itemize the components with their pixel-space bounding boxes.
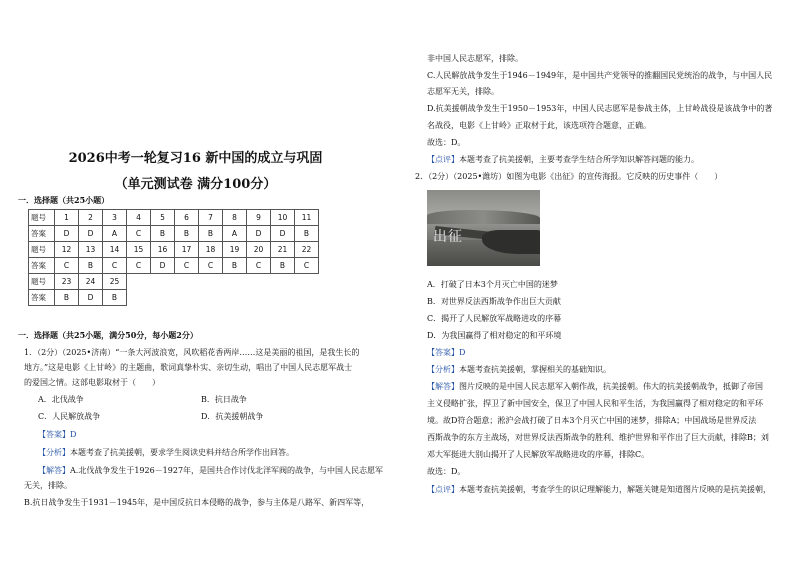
q1-option-c: C．人民解放战争 [38, 412, 101, 421]
answer-table-cell: C [199, 258, 223, 274]
q1-option-a: A．北伐战争 [38, 395, 84, 404]
q2-option-d: D．为我国赢得了相对稳定的和平环境 [427, 331, 562, 340]
answer-table-cell: B [79, 258, 103, 274]
answer-table-cell: 20 [247, 242, 271, 258]
q2-option-a: A．打破了日本3个月灭亡中国的迷梦 [427, 280, 558, 289]
analysis-tag: 【分析】 [427, 365, 459, 374]
q1-cont-line: C.人民解放战争发生于1946－1949年，是中国共产党领导的推翻国民党统治的战争，与中国人民 [427, 71, 773, 80]
answer-table-cell: 12 [55, 242, 79, 258]
answer-table-empty-cell [295, 274, 319, 290]
answer-table-cell: 11 [295, 210, 319, 226]
answer-table-cell: D [79, 226, 103, 242]
answer-table-cell: B [151, 226, 175, 242]
answer-table-empty-cell [199, 290, 223, 306]
q1-jieda-line: 无关，排除。 [24, 481, 72, 490]
page-title: 2026中考一轮复习16 新中国的成立与巩固 [68, 151, 323, 166]
answer-table-header-cell: 题号 [29, 242, 55, 258]
answer-table-empty-cell [247, 290, 271, 306]
answer-table-cell: 15 [127, 242, 151, 258]
poster-caption: 出征 [433, 229, 463, 245]
answer-table-cell: A [223, 226, 247, 242]
answer-table-cell: D [271, 226, 295, 242]
answer-table-cell: C [55, 258, 79, 274]
q2-analysis [427, 365, 611, 375]
q1-option-d: D．抗美援朝战争 [201, 412, 264, 421]
answer-table-empty-cell [223, 290, 247, 306]
q2-comment [427, 485, 771, 495]
answer-table-empty-cell [199, 274, 223, 290]
q2-option-c: C．揭开了人民解放军战略进攻的序幕 [427, 314, 562, 323]
answer-table-cell: 21 [271, 242, 295, 258]
answer-table-cell: 1 [55, 210, 79, 226]
answer-table-cell: 5 [151, 210, 175, 226]
answer-table-cell: C [103, 258, 127, 274]
answer-table-cell: D [151, 258, 175, 274]
q1-cont-line: 非中国人民志愿军，排除。 [427, 54, 523, 63]
answer-table-cell: A [103, 226, 127, 242]
q2-jieda-line: 邓大军挺进大别山揭开了人民解放军战略进攻的序幕，排除C。 [427, 450, 650, 459]
q1-cont-line: D.抗美援朝战争发生于1950－1953年，中国人民志愿军是参战主体，上甘岭战役是该战争中的著 [427, 104, 773, 113]
answer-table-empty-cell [271, 290, 295, 306]
q1-option-b: B．抗日战争 [201, 395, 247, 404]
answer-table-header-cell: 题号 [29, 274, 55, 290]
poster-hill [427, 210, 540, 224]
answer-table-empty-cell [175, 274, 199, 290]
section-heading-questions: 一．选择题（共25小题，满分50分，每小题2分） [18, 330, 198, 340]
page-subtitle: （单元测试卷 满分100分） [114, 177, 277, 192]
answer-table-row [29, 226, 319, 242]
q2-jieda-line: 西斯战争的东方主战场，对世界反法西斯战争的胜利、维护世界和平作出了巨大贡献，排除B；刘 [427, 433, 769, 442]
answer-table-cell: 7 [199, 210, 223, 226]
q1-jieda-line: B.抗日战争发生于1931－1945年，是中国反抗日本侵略的战争，参与主体是八路军、新四军等， [24, 498, 370, 507]
answer-table [28, 209, 319, 306]
answer-table-cell: D [79, 290, 103, 306]
q2-option-b: B．对世界反法西斯战争作出巨大贡献 [427, 297, 561, 306]
answer-table-cell: C [127, 226, 151, 242]
answer-table-row [29, 274, 319, 290]
answer-table-cell: 17 [175, 242, 199, 258]
q2-jieda-line: 故选：D。 [427, 467, 466, 476]
answer-table-cell: 22 [295, 242, 319, 258]
q2-answer: 【答案】D [427, 348, 466, 357]
q1-analysis [38, 448, 294, 458]
answer-table-cell: 4 [127, 210, 151, 226]
answer-table-cell: C [247, 258, 271, 274]
answer-table-cell: B [103, 290, 127, 306]
comment-tag: 【点评】 [427, 155, 459, 164]
comment-text: 本题考查了抗美援朝，主要考查学生结合所学知识解答问题的能力。 [459, 155, 699, 164]
answer-table-cell: 9 [247, 210, 271, 226]
answer-table-row [29, 242, 319, 258]
answer-table-cell: 3 [103, 210, 127, 226]
answer-table-cell: 8 [223, 210, 247, 226]
answer-table-cell: C [175, 258, 199, 274]
answer-table-row [29, 290, 319, 306]
answer-table-cell: B [199, 226, 223, 242]
q1-stem-line: 1．（2分）（2025•济南）“一条大河波浪宽，风吹稻花香两岸……这是美丽的祖国，是我生长的 [24, 348, 360, 357]
analysis-text: 本题考查抗美援朝，掌握相关的基础知识。 [459, 365, 611, 374]
answer-table-cell: 6 [175, 210, 199, 226]
jieda-text: A.北伐战争发生于1926－1927年，是国共合作讨伐北洋军阀的战争，与中国人民志愿军 [70, 466, 384, 475]
answer-table-cell: 25 [103, 274, 127, 290]
answer-table-empty-cell [151, 274, 175, 290]
answer-table-header-cell: 答案 [29, 290, 55, 306]
q1-cont-line: 名战役，电影《上甘岭》正取材于此，该选项符合题意，正确。 [427, 121, 651, 130]
answer-table-empty-cell [151, 290, 175, 306]
comment-text: 本题考查抗美援朝，考查学生的识记理解能力，解题关键是知道图片反映的是抗美援朝， [459, 485, 771, 494]
answer-table-cell: 19 [223, 242, 247, 258]
movie-poster-image [427, 190, 540, 266]
answer-table-empty-cell [127, 290, 151, 306]
answer-table-header-cell: 答案 [29, 226, 55, 242]
answer-table-cell: B [271, 258, 295, 274]
answer-table-cell: 18 [199, 242, 223, 258]
answer-table-empty-cell [127, 274, 151, 290]
answer-table-cell: 10 [271, 210, 295, 226]
answer-table-cell: D [55, 226, 79, 242]
q2-jieda-line: 主义侵略扩张，捍卫了新中国安全，保卫了中国人民和平生活，为我国赢得了相对稳定的和平环 [427, 399, 763, 408]
q2-stem: 2．（2分）（2025•潍坊）如图为电影《出征》的宣传海报。它反映的历史事件（ ） [415, 172, 723, 181]
q1-jieda-line [38, 466, 383, 476]
q2-jieda-line: 境。故D符合题意；淞沪会战打破了日本3个月灭亡中国的迷梦，排除A；中国战场是世界反法 [427, 416, 757, 425]
q1-comment [427, 155, 699, 165]
answer-table-row [29, 210, 319, 226]
q1-cont-line: 志愿军无关，排除。 [427, 87, 499, 96]
answer-table-cell: 24 [79, 274, 103, 290]
answer-table-empty-cell [247, 274, 271, 290]
jieda-tag: 【解答】 [427, 382, 459, 391]
answer-table-cell: 2 [79, 210, 103, 226]
comment-tag: 【点评】 [427, 485, 459, 494]
answer-table-cell: 16 [151, 242, 175, 258]
answer-table-empty-cell [295, 290, 319, 306]
answer-table-cell: C [127, 258, 151, 274]
answer-table-cell: 13 [79, 242, 103, 258]
jieda-text: 图片反映的是中国人民志愿军入朝作战，抗美援朝。伟大的抗美援朝战争，抵御了帝国 [459, 382, 763, 391]
q1-stem-line: 地方。”这是电影《上甘岭》的主题曲，歌词真挚朴实、亲切生动，唱出了中国人民志愿军战士 [24, 363, 353, 372]
answer-table-cell: B [55, 290, 79, 306]
answer-table-header-cell: 答案 [29, 258, 55, 274]
answer-table-cell: C [295, 258, 319, 274]
answer-table-cell: D [247, 226, 271, 242]
q1-cont-line: 故选：D。 [427, 138, 466, 147]
q1-stem-line: 的爱国之情。这部电影取材于（ ） [24, 378, 160, 387]
answer-table-cell: 23 [55, 274, 79, 290]
answer-table-empty-cell [175, 290, 199, 306]
analysis-text: 本题考查了抗美援朝，要求学生阅读史料并结合所学作出回答。 [70, 448, 294, 457]
section-heading-answers: 一．选择题（共25小题） [18, 195, 110, 205]
q2-jieda-line [427, 382, 763, 392]
answer-table-empty-cell [271, 274, 295, 290]
answer-table-cell: B [175, 226, 199, 242]
q1-answer: 【答案】D [38, 430, 77, 439]
answer-table-empty-cell [223, 274, 247, 290]
jieda-tag: 【解答】 [38, 466, 70, 475]
answer-table-cell: B [295, 226, 319, 242]
answer-table-header-cell: 题号 [29, 210, 55, 226]
answer-table-row [29, 258, 319, 274]
analysis-tag: 【分析】 [38, 448, 70, 457]
answer-table-cell: B [223, 258, 247, 274]
answer-table-cell: 14 [103, 242, 127, 258]
